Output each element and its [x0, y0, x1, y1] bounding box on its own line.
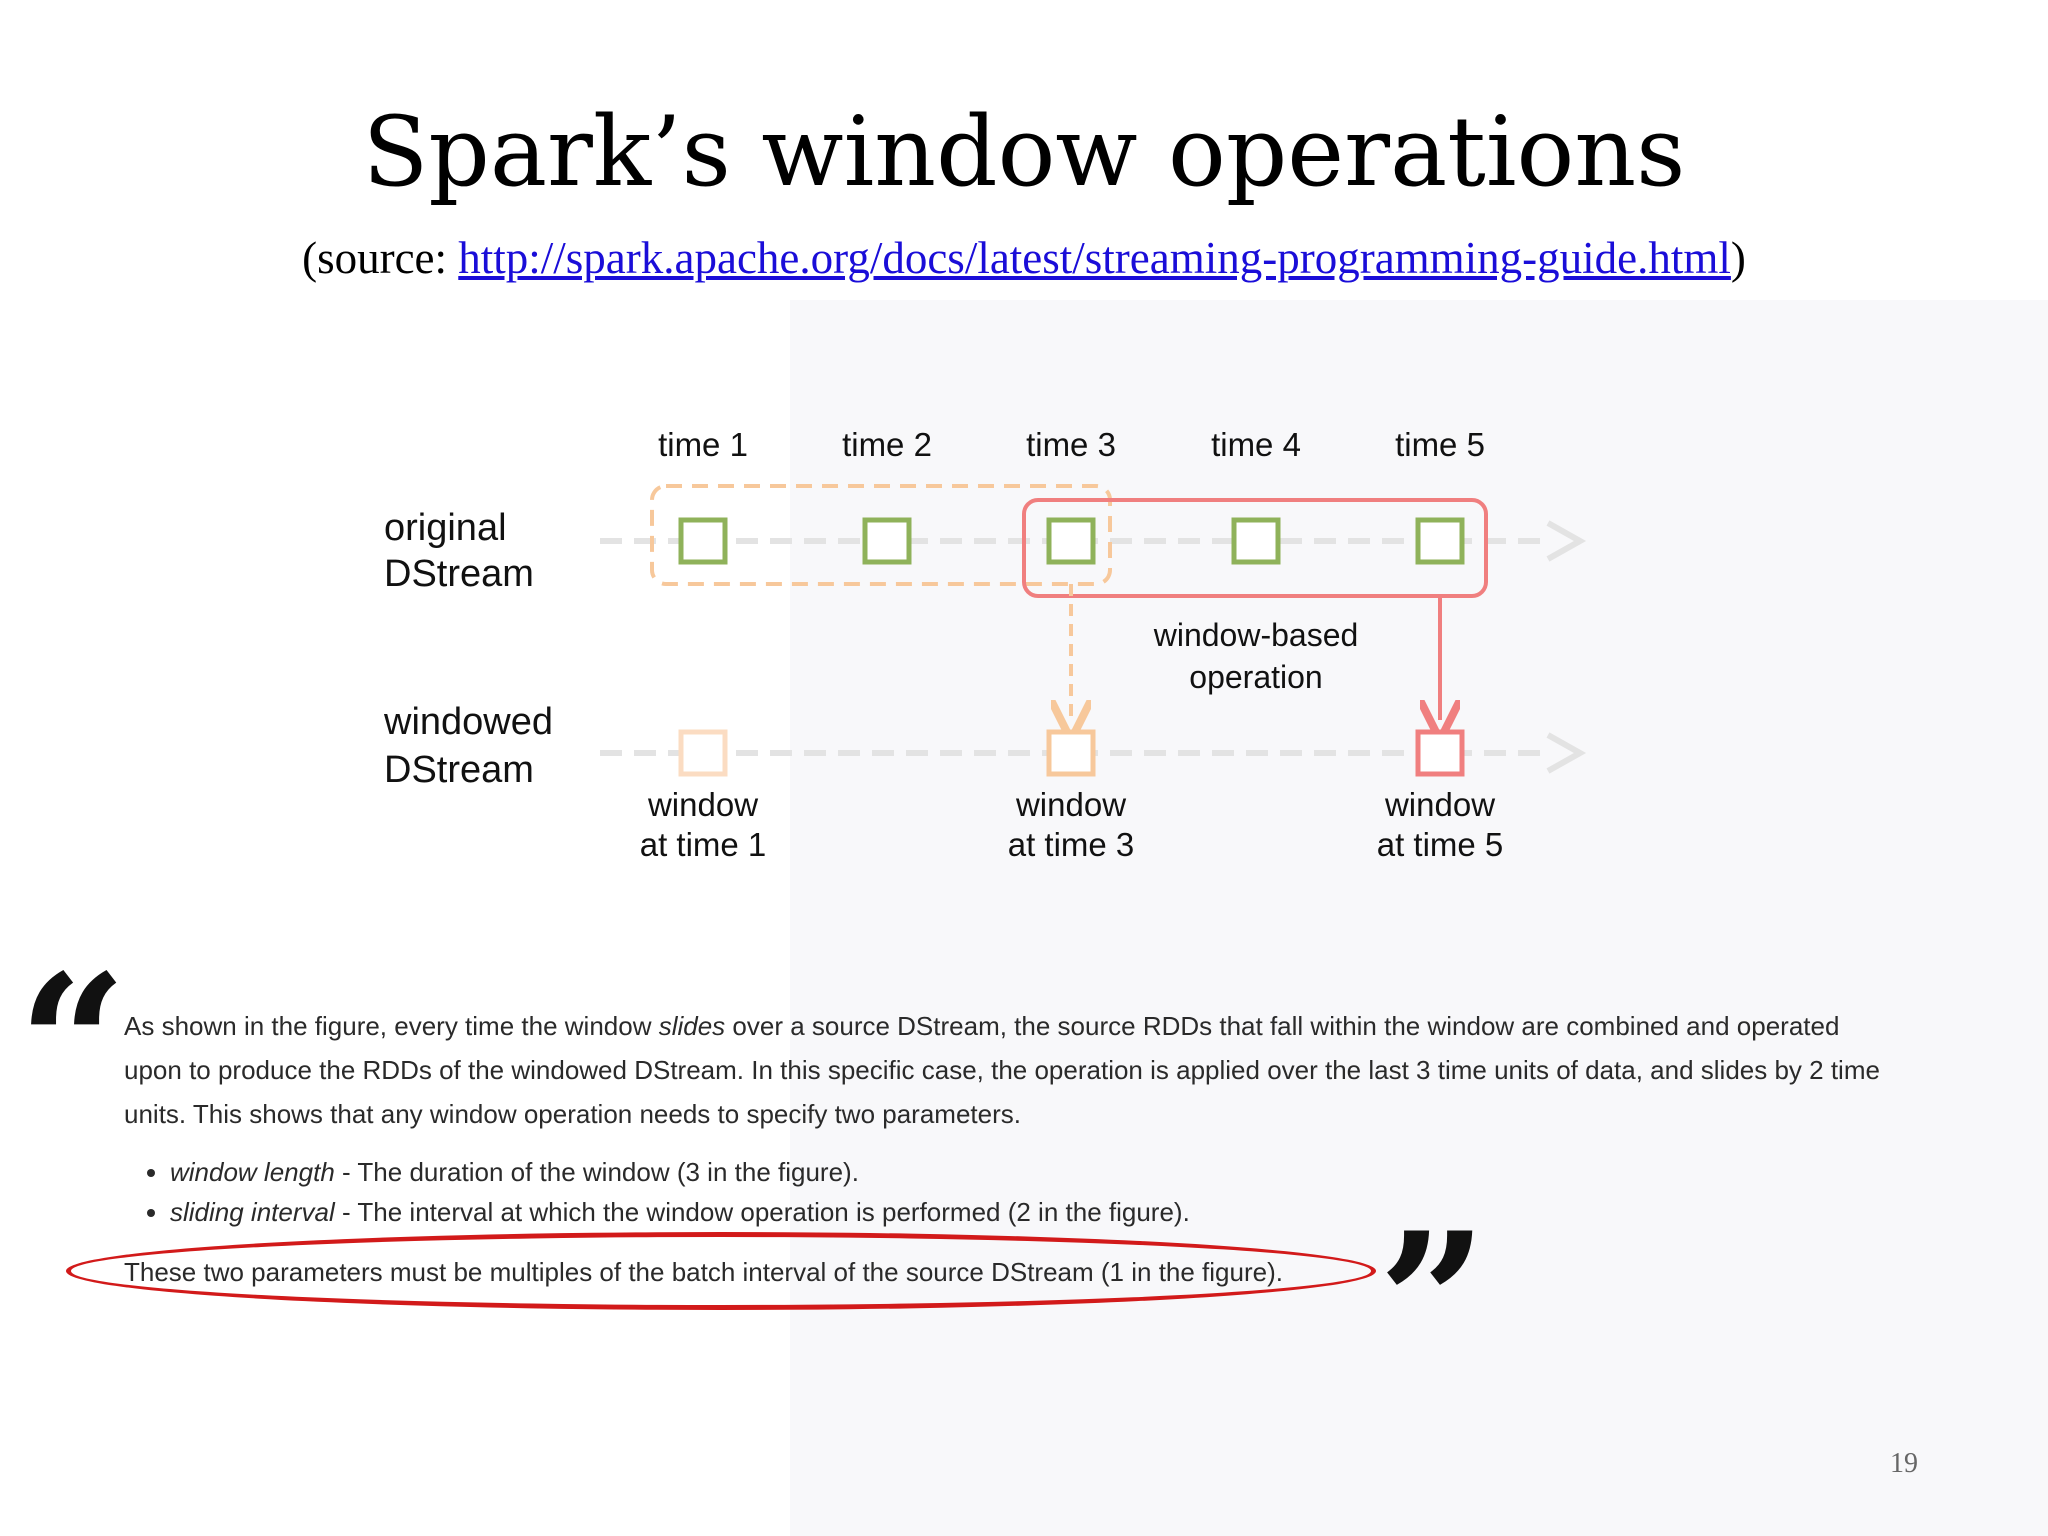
operation-label-line2: operation — [1189, 659, 1323, 695]
quote-paragraph — [124, 1004, 1884, 1136]
windowed-rdd-time-1 — [681, 732, 725, 774]
rdd-time-5 — [1418, 520, 1462, 562]
time-label-3: time 3 — [1026, 426, 1116, 463]
rdd-time-4 — [1234, 520, 1278, 562]
bullet-term: window length — [170, 1157, 335, 1187]
windowed-stream-arrow-icon — [1548, 735, 1580, 771]
time-label-2: time 2 — [842, 426, 932, 463]
time-label-1: time 1 — [658, 426, 748, 463]
rdd-time-2 — [865, 520, 909, 562]
window-label-1-line1: window — [647, 786, 759, 823]
window-label-5-line1: window — [1384, 786, 1496, 823]
slide-title: Spark’s window operations — [362, 96, 1686, 208]
windowed-rdd-time-5 — [1418, 732, 1462, 774]
source-suffix: ) — [1730, 233, 1746, 283]
bullet-term: sliding interval — [170, 1197, 335, 1227]
para-after: over a source DStream, the source RDDs that fall within the window are combined and operated upon to produce the RDDs of the windowed DStream. In this specific case, the operation is applied over the last 3 time units of data, and slides by 2 time units. This shows that any window operation needs to specify two parameters. — [124, 1011, 1880, 1129]
highlighted-note: These two parameters must be multiples of the batch interval of the source DStream (1 in the figure). — [124, 1257, 1283, 1287]
para-before: As shown in the figure, every time the window — [124, 1011, 659, 1041]
rdd-time-1 — [681, 520, 725, 562]
parameter-list — [140, 1152, 1770, 1232]
red-highlight-ellipse — [66, 1232, 1376, 1310]
source-link[interactable]: http://spark.apache.org/docs/latest/streaming-programming-guide.html — [458, 233, 1731, 283]
window-label-1-line2: at time 1 — [639, 826, 767, 863]
windowed-label-line1: windowed — [384, 701, 553, 743]
source-prefix: (source: — [302, 233, 459, 283]
time-label-4: time 4 — [1211, 426, 1301, 463]
original-stream-arrow-icon — [1548, 523, 1580, 559]
page-number: 19 — [1890, 1448, 1918, 1479]
close-quote-icon: ” — [1378, 1191, 1488, 1414]
original-label-line2: DStream — [384, 553, 534, 595]
bullet-text: - The interval at which the window operation is performed (2 in the figure). — [334, 1197, 1190, 1227]
windowed-label-line2: DStream — [384, 749, 534, 791]
rdd-time-3 — [1049, 520, 1093, 562]
list-item — [170, 1152, 1770, 1192]
time-label-5: time 5 — [1395, 426, 1485, 463]
bullet-text: - The duration of the window (3 in the figure). — [334, 1157, 859, 1187]
original-label-line1: original — [384, 507, 507, 549]
window-label-3-line2: at time 3 — [1007, 826, 1135, 863]
window-label-3-line1: window — [1015, 786, 1127, 823]
para-italic: slides — [658, 1011, 726, 1041]
list-item — [170, 1192, 1770, 1232]
windowed-rdd-time-3 — [1049, 732, 1093, 774]
open-quote-icon: “ — [18, 933, 128, 1156]
window-label-5-line2: at time 5 — [1376, 826, 1504, 863]
operation-label-line1: window-based — [1153, 617, 1359, 653]
